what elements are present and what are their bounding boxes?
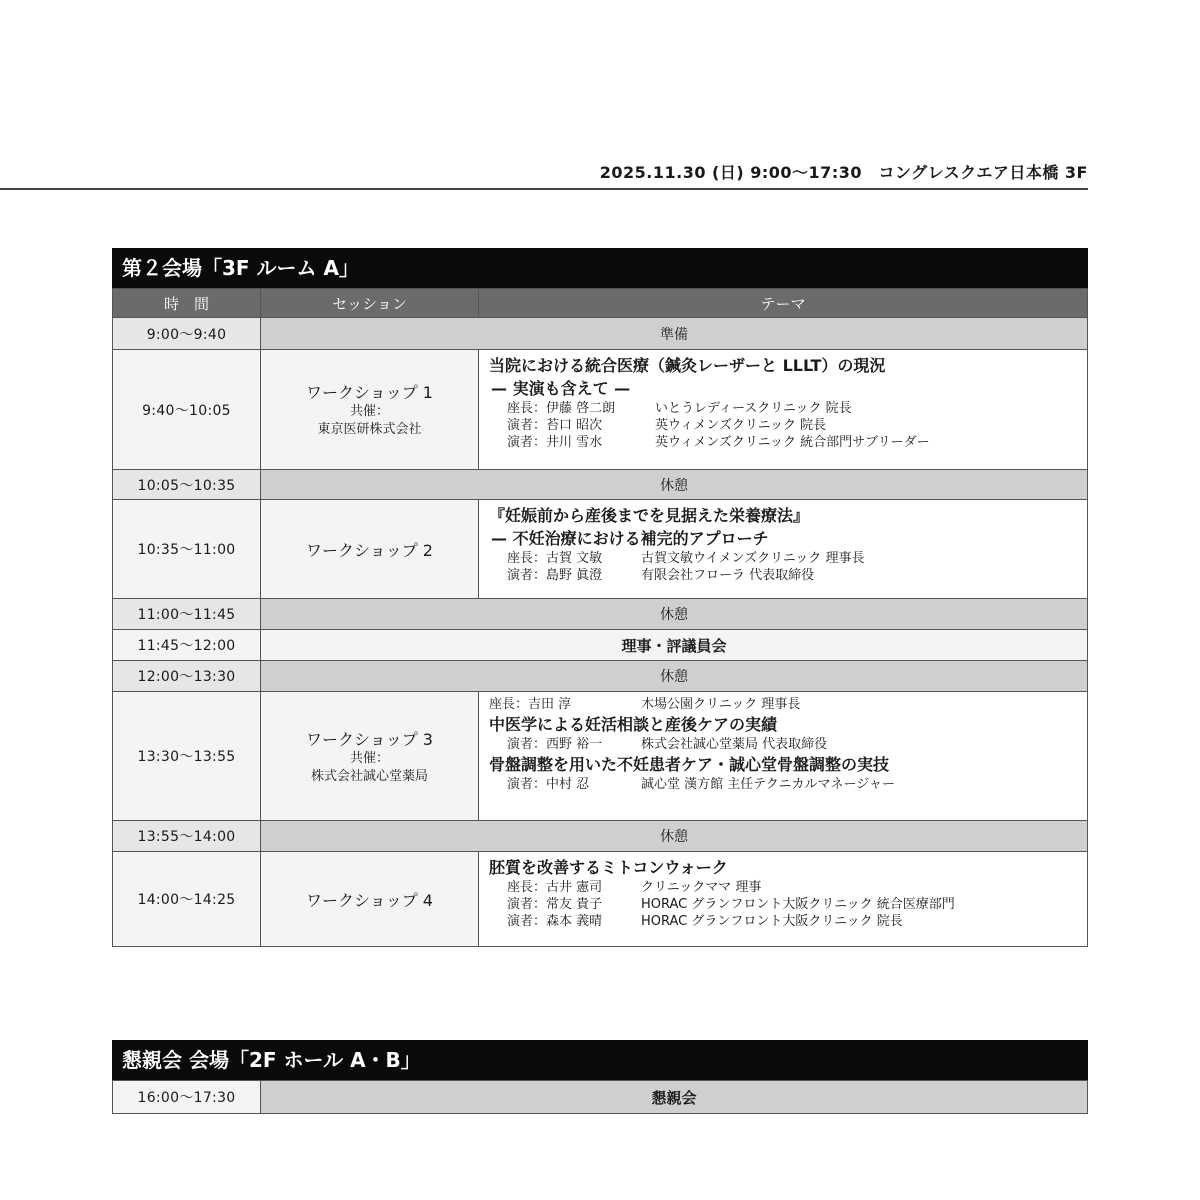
row-time: 9:40〜10:05 — [113, 350, 261, 470]
row-time: 11:45〜12:00 — [113, 630, 261, 661]
chair-line — [489, 696, 1077, 713]
theme-title: 胚質を改善するミトコンウォーク — [489, 858, 728, 877]
sponsor-name: 東京医研株式会社 — [317, 422, 422, 437]
row-time: 11:00〜11:45 — [113, 599, 261, 630]
presenter-role: 演者：常友 貴子 — [507, 897, 603, 912]
session-cell — [261, 500, 479, 599]
table-row — [113, 821, 1088, 852]
theme-subtitle: — 不妊治療における補完的アプローチ — [491, 529, 769, 548]
presenter-line — [489, 776, 1077, 793]
event-info: 2025.11.30 (日) 9:00〜17:30 コングレスクエア日本橋 3F — [599, 163, 1088, 182]
session-name: ワークショップ 1 — [306, 383, 433, 402]
presenter-line — [489, 879, 1077, 896]
table-row — [113, 1081, 1088, 1114]
presenter-affiliation: HORAC グランフロント大阪クリニック 院長 — [641, 914, 903, 929]
presenter-role: 演者：森本 義晴 — [507, 914, 603, 929]
presenter-affiliation: 株式会社誠心堂薬局 代表取締役 — [641, 737, 828, 752]
row-label: 準備 — [261, 318, 1088, 350]
theme-cell — [479, 500, 1088, 599]
column-header-session: セッション — [261, 289, 479, 318]
theme-title: 当院における統合医療（鍼灸レーザーと LLLT）の現況 — [489, 356, 886, 375]
table-row — [113, 692, 1088, 821]
presenter-role: 演者：西野 裕一 — [507, 737, 603, 752]
table-row — [113, 852, 1088, 947]
row-time: 16:00〜17:30 — [113, 1081, 261, 1114]
presenter-affiliation: 英ウィメンズクリニック 院長 — [655, 418, 827, 433]
sponsor-label: 共催： — [349, 750, 389, 766]
table-row — [113, 470, 1088, 500]
row-label: 休憩 — [261, 661, 1088, 692]
chair-affiliation: 木場公園クリニック 理事長 — [641, 697, 801, 712]
table-row — [113, 500, 1088, 599]
row-time: 13:30〜13:55 — [113, 692, 261, 821]
row-label: 休憩 — [261, 470, 1088, 500]
table-row — [113, 599, 1088, 630]
presenter-affiliation: 古賀文敏ウイメンズクリニック 理事長 — [641, 551, 865, 566]
row-time: 9:00〜9:40 — [113, 318, 261, 350]
presenter-affiliation: 誠心堂 漢方館 主任テクニカルマネージャー — [641, 777, 895, 792]
room-a-schedule-table — [112, 288, 1088, 947]
theme-cell — [479, 852, 1088, 947]
row-time: 13:55〜14:00 — [113, 821, 261, 852]
room-a-title: 第２会場「3F ルーム A」 — [112, 248, 1088, 288]
presenter-role: 演者：島野 眞澄 — [507, 568, 603, 583]
presenter-affiliation: いとうレディースクリニック 院長 — [655, 401, 852, 416]
presenter-line — [489, 417, 1077, 434]
sponsor-name: 株式会社誠心堂薬局 — [310, 768, 428, 784]
table-row — [113, 661, 1088, 692]
theme-cell — [479, 350, 1088, 470]
session-name: ワークショップ 4 — [306, 890, 433, 910]
presenter-line — [489, 434, 1077, 451]
session-name: ワークショップ 3 — [306, 729, 433, 749]
presenter-role: 演者：中村 忍 — [507, 777, 590, 792]
session-cell — [261, 692, 479, 821]
row-label: 休憩 — [261, 821, 1088, 852]
row-time: 14:00〜14:25 — [113, 852, 261, 947]
presenter-affiliation: クリニックママ 理事 — [641, 880, 762, 895]
presenter-affiliation: 有限会社フローラ 代表取締役 — [641, 568, 815, 583]
presenter-line — [489, 896, 1077, 913]
row-time: 10:05〜10:35 — [113, 470, 261, 500]
session-name: ワークショップ 2 — [306, 540, 433, 560]
theme-subtitle: — 実演も含えて — — [491, 379, 631, 398]
presenter-line — [489, 736, 1077, 753]
talk-title: 骨盤調整を用いた不妊患者ケア・誠心堂骨盤調整の実技 — [489, 755, 890, 774]
reception-title: 懇親会 会場「2F ホール A・B」 — [112, 1040, 1088, 1080]
session-cell — [261, 350, 479, 470]
presenter-role: 座長：伊藤 啓二朗 — [507, 401, 616, 416]
sponsor-label: 共催： — [349, 404, 389, 419]
row-label: 理事・評議員会 — [261, 630, 1088, 661]
table-row — [113, 350, 1088, 470]
presenter-role: 演者：井川 雪水 — [507, 435, 603, 450]
presenter-role: 座長：古賀 文敏 — [507, 551, 603, 566]
presenter-affiliation: HORAC グランフロント大阪クリニック 統合医療部門 — [641, 897, 955, 912]
presenter-role: 演者：苔口 昭次 — [507, 418, 603, 433]
presenter-line — [489, 567, 1077, 584]
presenter-role: 座長：古井 憲司 — [507, 880, 603, 895]
column-header-theme: テーマ — [479, 289, 1088, 318]
row-label: 休憩 — [261, 599, 1088, 630]
row-label: 懇親会 — [261, 1081, 1088, 1114]
reception-schedule-table — [112, 1080, 1088, 1114]
presenter-line — [489, 913, 1077, 930]
presenter-line — [489, 400, 1077, 417]
session-cell — [261, 852, 479, 947]
column-header-time: 時 間 — [113, 289, 261, 318]
theme-title: 『妊娠前から産後までを見据えた栄養療法』 — [489, 506, 810, 525]
talk-title: 中医学による妊活相談と産後ケアの実績 — [489, 715, 778, 734]
presenter-line — [489, 550, 1077, 567]
presenter-affiliation: 英ウィメンズクリニック 統合部門サブリーダー — [655, 435, 930, 450]
row-time: 12:00〜13:30 — [113, 661, 261, 692]
header-divider — [0, 188, 1088, 190]
theme-cell — [479, 692, 1088, 821]
chair-role: 座長：吉田 淳 — [489, 697, 572, 712]
row-time: 10:35〜11:00 — [113, 500, 261, 599]
table-row — [113, 630, 1088, 661]
table-row — [113, 318, 1088, 350]
